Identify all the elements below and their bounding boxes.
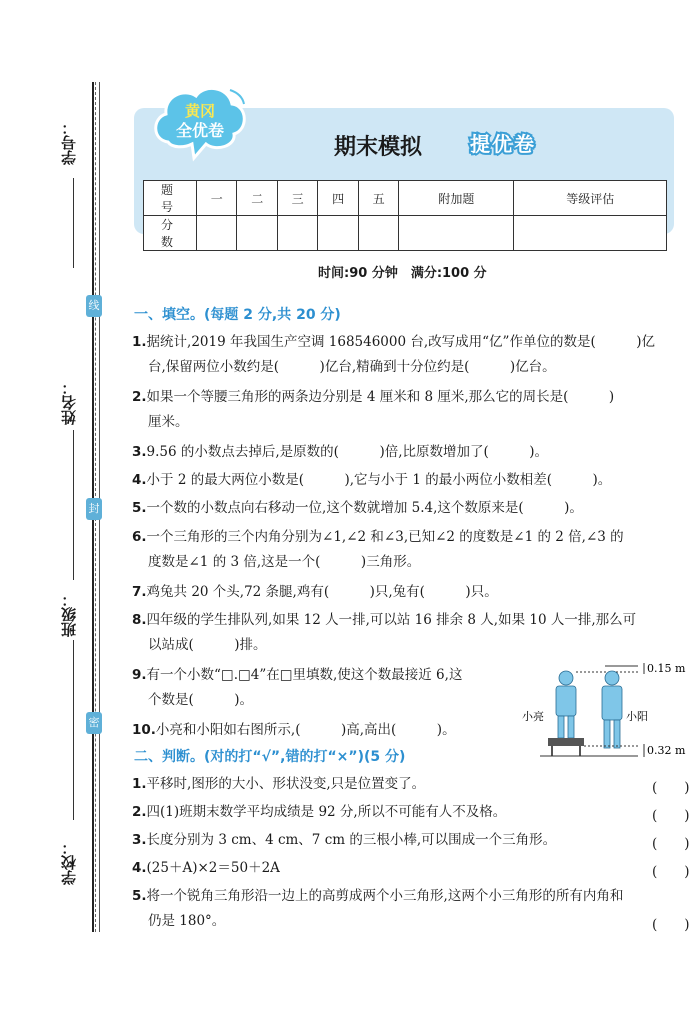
cell-h1: 一 [197, 181, 237, 216]
tf-question-3 [132, 828, 692, 852]
question-8-cont: 以站成( )排。 [148, 637, 267, 653]
question-text: 将一个锐角三角形沿一边上的高剪成两个小三角形,这两个小三角形的所有内角和 [146, 888, 624, 904]
question-7 [132, 580, 692, 604]
tf-question-2 [132, 800, 692, 824]
question-num: 8. [132, 612, 147, 628]
cloud-badge-icon [150, 80, 250, 162]
question-9-cont: 个数是( )。 [148, 692, 254, 708]
cell-h3: 三 [277, 181, 317, 216]
tf-question-4 [132, 856, 692, 880]
question-text: 四(1)班期末数学平均成绩是 92 分,所以不可能有人不及格。 [146, 804, 507, 820]
question-num: 4. [132, 860, 147, 876]
right-person-icon [602, 671, 622, 748]
score-cell[interactable] [358, 216, 398, 251]
name-blank [73, 430, 74, 580]
question-num: 1. [132, 776, 147, 792]
cell-score-label: 分 数 [144, 216, 197, 251]
cell-h4: 四 [318, 181, 358, 216]
class-label: 班级： [60, 592, 78, 637]
left-person-icon [556, 671, 576, 738]
question-8 [132, 608, 692, 632]
score-cell[interactable] [277, 216, 317, 251]
binding-margin [0, 0, 110, 1011]
question-num: 2. [132, 389, 147, 405]
question-num: 9. [132, 667, 147, 683]
cell-h7: 等级评估 [514, 181, 667, 216]
tf-question-5-cont: 仍是 180°。 [148, 913, 226, 929]
school-label: 学校： [60, 840, 78, 885]
badge-line2: 全优卷 [175, 121, 225, 140]
tf-question-1 [132, 772, 692, 796]
question-text: 小于 2 的最大两位小数是( ),它与小于 1 的最小两位小数相差( )。 [146, 472, 612, 488]
question-6-cont: 度数是∠1 的 3 倍,这是一个( )三角形。 [148, 554, 421, 570]
class-blank [73, 640, 74, 820]
question-2 [132, 385, 692, 409]
question-4 [132, 468, 692, 492]
question-num: 10. [132, 722, 156, 738]
question-num: 3. [132, 832, 147, 848]
question-text: (25＋A)×2＝50＋2A [146, 860, 280, 876]
question-num: 5. [132, 888, 147, 904]
score-cell[interactable] [514, 216, 667, 251]
score-table-score-row [144, 216, 667, 251]
page-subtitle: 提优卷 [470, 132, 536, 156]
name-label: 姓名： [60, 380, 78, 425]
question-num: 3. [132, 444, 147, 460]
question-num: 5. [132, 500, 147, 516]
cell-h5: 五 [358, 181, 398, 216]
question-9 [132, 663, 512, 687]
right-name: 小阳 [626, 710, 648, 723]
answer-paren[interactable]: ( ) [652, 808, 690, 824]
question-num: 1. [132, 334, 147, 350]
section2-title: 二、判断。(对的打“√”,错的打“×”)(5 分) [134, 749, 406, 765]
seal-line: 线 [86, 295, 102, 317]
question-text: 9.56 的小数点去掉后,是原数的( )倍,比原数增加了( )。 [146, 444, 549, 460]
student-id-label: 学号： [60, 120, 78, 165]
score-cell[interactable] [399, 216, 514, 251]
question-text: 小亮和小阳如右图所示,( )高,高出( )。 [155, 722, 456, 738]
section1-title: 一、填空。(每题 2 分,共 20 分) [134, 307, 341, 323]
seal-seal: 封 [86, 498, 102, 520]
question-num: 6. [132, 529, 147, 545]
question-num: 2. [132, 804, 147, 820]
question-3 [132, 440, 692, 464]
score-cell[interactable] [197, 216, 237, 251]
bottom-measure: 0.32 m [647, 744, 686, 757]
left-name: 小亮 [522, 710, 544, 723]
seal-secret: 密 [86, 712, 102, 734]
question-1 [132, 330, 692, 354]
question-num: 7. [132, 584, 147, 600]
answer-paren[interactable]: ( ) [652, 836, 690, 852]
score-cell[interactable] [237, 216, 277, 251]
top-measure: 0.15 m [647, 662, 686, 675]
score-cell[interactable] [318, 216, 358, 251]
stool [548, 738, 584, 746]
score-table-header-row [144, 181, 667, 216]
question-text: 鸡兔共 20 个头,72 条腿,鸡有( )只,兔有( )只。 [146, 584, 498, 600]
question-text: 一个数的小数点向右移动一位,这个数就增加 5.4,这个数原来是( )。 [146, 500, 583, 516]
question-text: 如果一个等腰三角形的两条边分别是 4 厘米和 8 厘米,那么它的周长是( ) [146, 389, 615, 405]
question-text: 据统计,2019 年我国生产空调 168546000 台,改写成用“亿”作单位的数是( )亿 [146, 334, 655, 350]
question-text: 平移时,图形的大小、形状没变,只是位置变了。 [146, 776, 426, 792]
question-num: 4. [132, 472, 147, 488]
question-6 [132, 525, 692, 549]
question-text: 四年级的学生排队列,如果 12 人一排,可以站 16 排余 8 人,如果 10 人一排,那么可 [146, 612, 637, 628]
answer-paren[interactable]: ( ) [652, 864, 690, 880]
cell-h2: 二 [237, 181, 277, 216]
question-text: 有一个小数“□.□4”在□里填数,使这个数最接近 6,这 [146, 667, 463, 683]
score-table [143, 180, 667, 251]
question-text: 一个三角形的三个内角分别为∠1,∠2 和∠3,已知∠2 的度数是∠1 的 2 倍,∠3 的 [146, 529, 624, 545]
badge-line1: 黄冈 [184, 102, 216, 120]
cell-h6: 附加题 [399, 181, 514, 216]
tf-question-5 [132, 884, 692, 908]
question-1-cont: 台,保留两位小数约是( )亿台,精确到十分位约是( )亿台。 [148, 359, 556, 375]
page-title: 期末模拟 [334, 135, 423, 160]
answer-paren[interactable]: ( ) [652, 780, 690, 796]
question-10 [132, 718, 512, 742]
height-comparison-figure [520, 660, 695, 760]
cell-label: 题 号 [144, 181, 197, 216]
student-id-blank [73, 178, 74, 268]
question-5 [132, 496, 692, 520]
answer-paren[interactable]: ( ) [652, 917, 690, 933]
question-text: 长度分别为 3 cm、4 cm、7 cm 的三根小棒,可以围成一个三角形。 [146, 832, 557, 848]
exam-info: 时间:90 分钟 满分:100 分 [318, 266, 487, 281]
question-2-cont: 厘米。 [148, 414, 189, 430]
